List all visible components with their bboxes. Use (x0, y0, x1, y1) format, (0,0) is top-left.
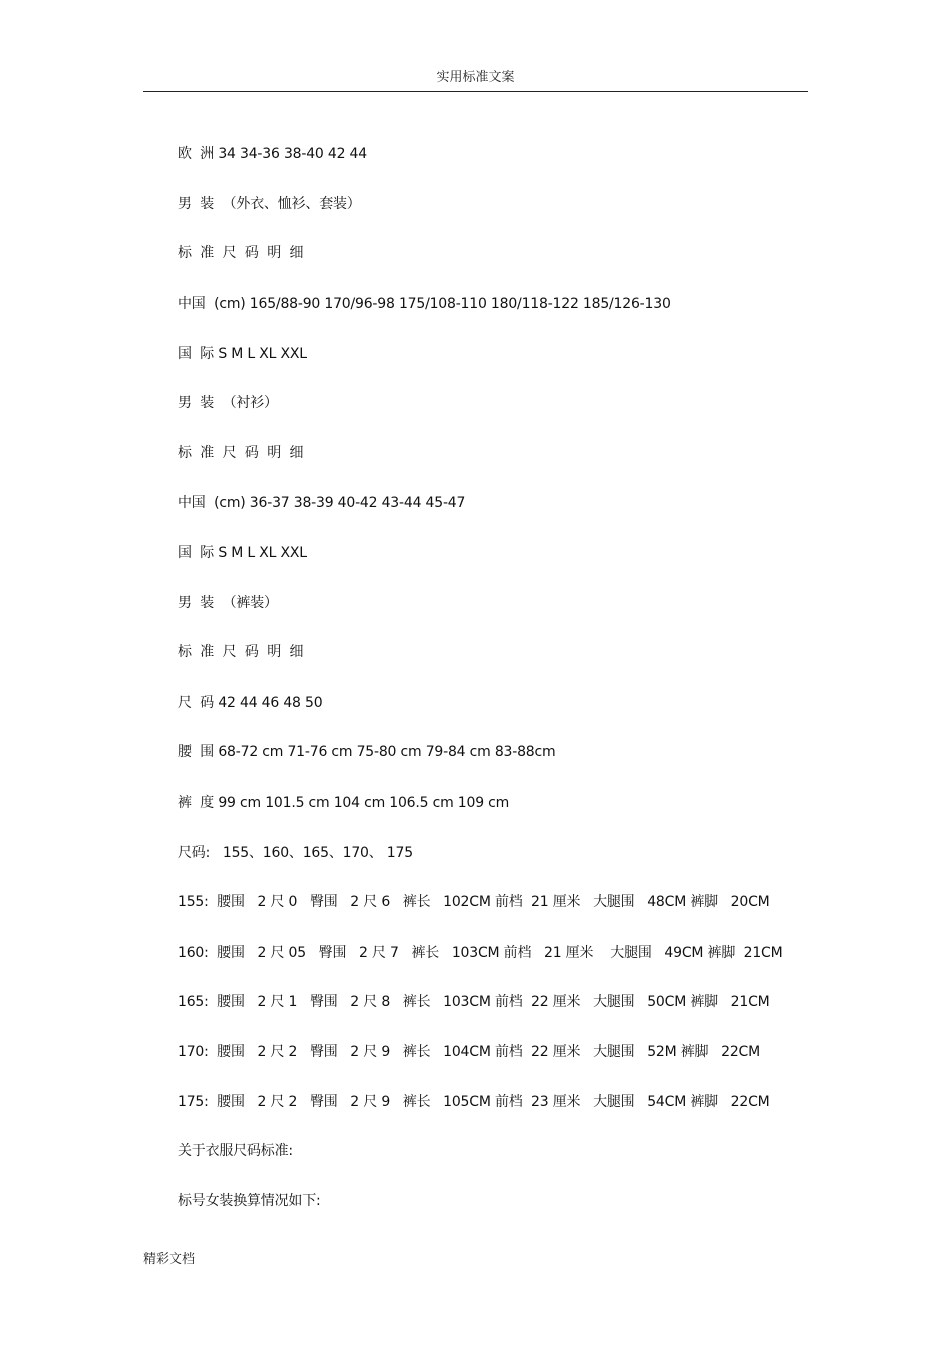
text-line: 160: 腰围 2 尺 05 臀围 2 尺 7 裤长 103CM 前档 21 厘米 大腿围 49CM 裤脚 21CM (178, 945, 783, 961)
text-line: 国 际 S M L XL XXL (178, 346, 307, 362)
text-line: 标 准 尺 码 明 细 (178, 644, 304, 660)
text-line: 尺码: 155、160、165、170、 175 (178, 845, 413, 861)
text-line: 170: 腰围 2 尺 2 臀围 2 尺 9 裤长 104CM 前档 22 厘米 大腿围 52M 裤脚 22CM (178, 1044, 760, 1060)
text-line: 165: 腰围 2 尺 1 臀围 2 尺 8 裤长 103CM 前档 22 厘米 大腿围 50CM 裤脚 21CM (178, 994, 770, 1010)
text-line: 欧 洲 34 34-36 38-40 42 44 (178, 146, 367, 162)
text-line: 175: 腰围 2 尺 2 臀围 2 尺 9 裤长 105CM 前档 23 厘米 大腿围 54CM 裤脚 22CM (178, 1094, 770, 1110)
page-footer: 精彩文档 (143, 1252, 196, 1267)
text-line: 腰 围 68-72 cm 71-76 cm 75-80 cm 79-84 cm 83-88cm (178, 744, 556, 760)
text-line: 关于衣服尺码标准: (178, 1143, 293, 1159)
text-line: 标 准 尺 码 明 细 (178, 445, 304, 461)
text-line: 国 际 S M L XL XXL (178, 545, 307, 561)
text-line: 男 装 （衬衫） (178, 395, 278, 411)
text-line: 标 准 尺 码 明 细 (178, 245, 304, 261)
header-divider (143, 91, 808, 92)
text-line: 尺 码 42 44 46 48 50 (178, 695, 323, 711)
text-line: 中国 (cm) 36-37 38-39 40-42 43-44 45-47 (178, 495, 466, 511)
text-line: 标号女装换算情况如下: (178, 1193, 321, 1209)
text-line: 裤 度 99 cm 101.5 cm 104 cm 106.5 cm 109 cm (178, 795, 510, 811)
text-line: 中国 (cm) 165/88-90 170/96-98 175/108-110 180/118-122 185/126-130 (178, 296, 671, 312)
text-line: 男 装 （裤装） (178, 595, 278, 611)
page-header: 实用标准文案 (436, 70, 515, 85)
text-line: 男 装 （外衣、恤衫、套装） (178, 196, 361, 212)
text-line: 155: 腰围 2 尺 0 臀围 2 尺 6 裤长 102CM 前档 21 厘米 大腿围 48CM 裤脚 20CM (178, 894, 770, 910)
